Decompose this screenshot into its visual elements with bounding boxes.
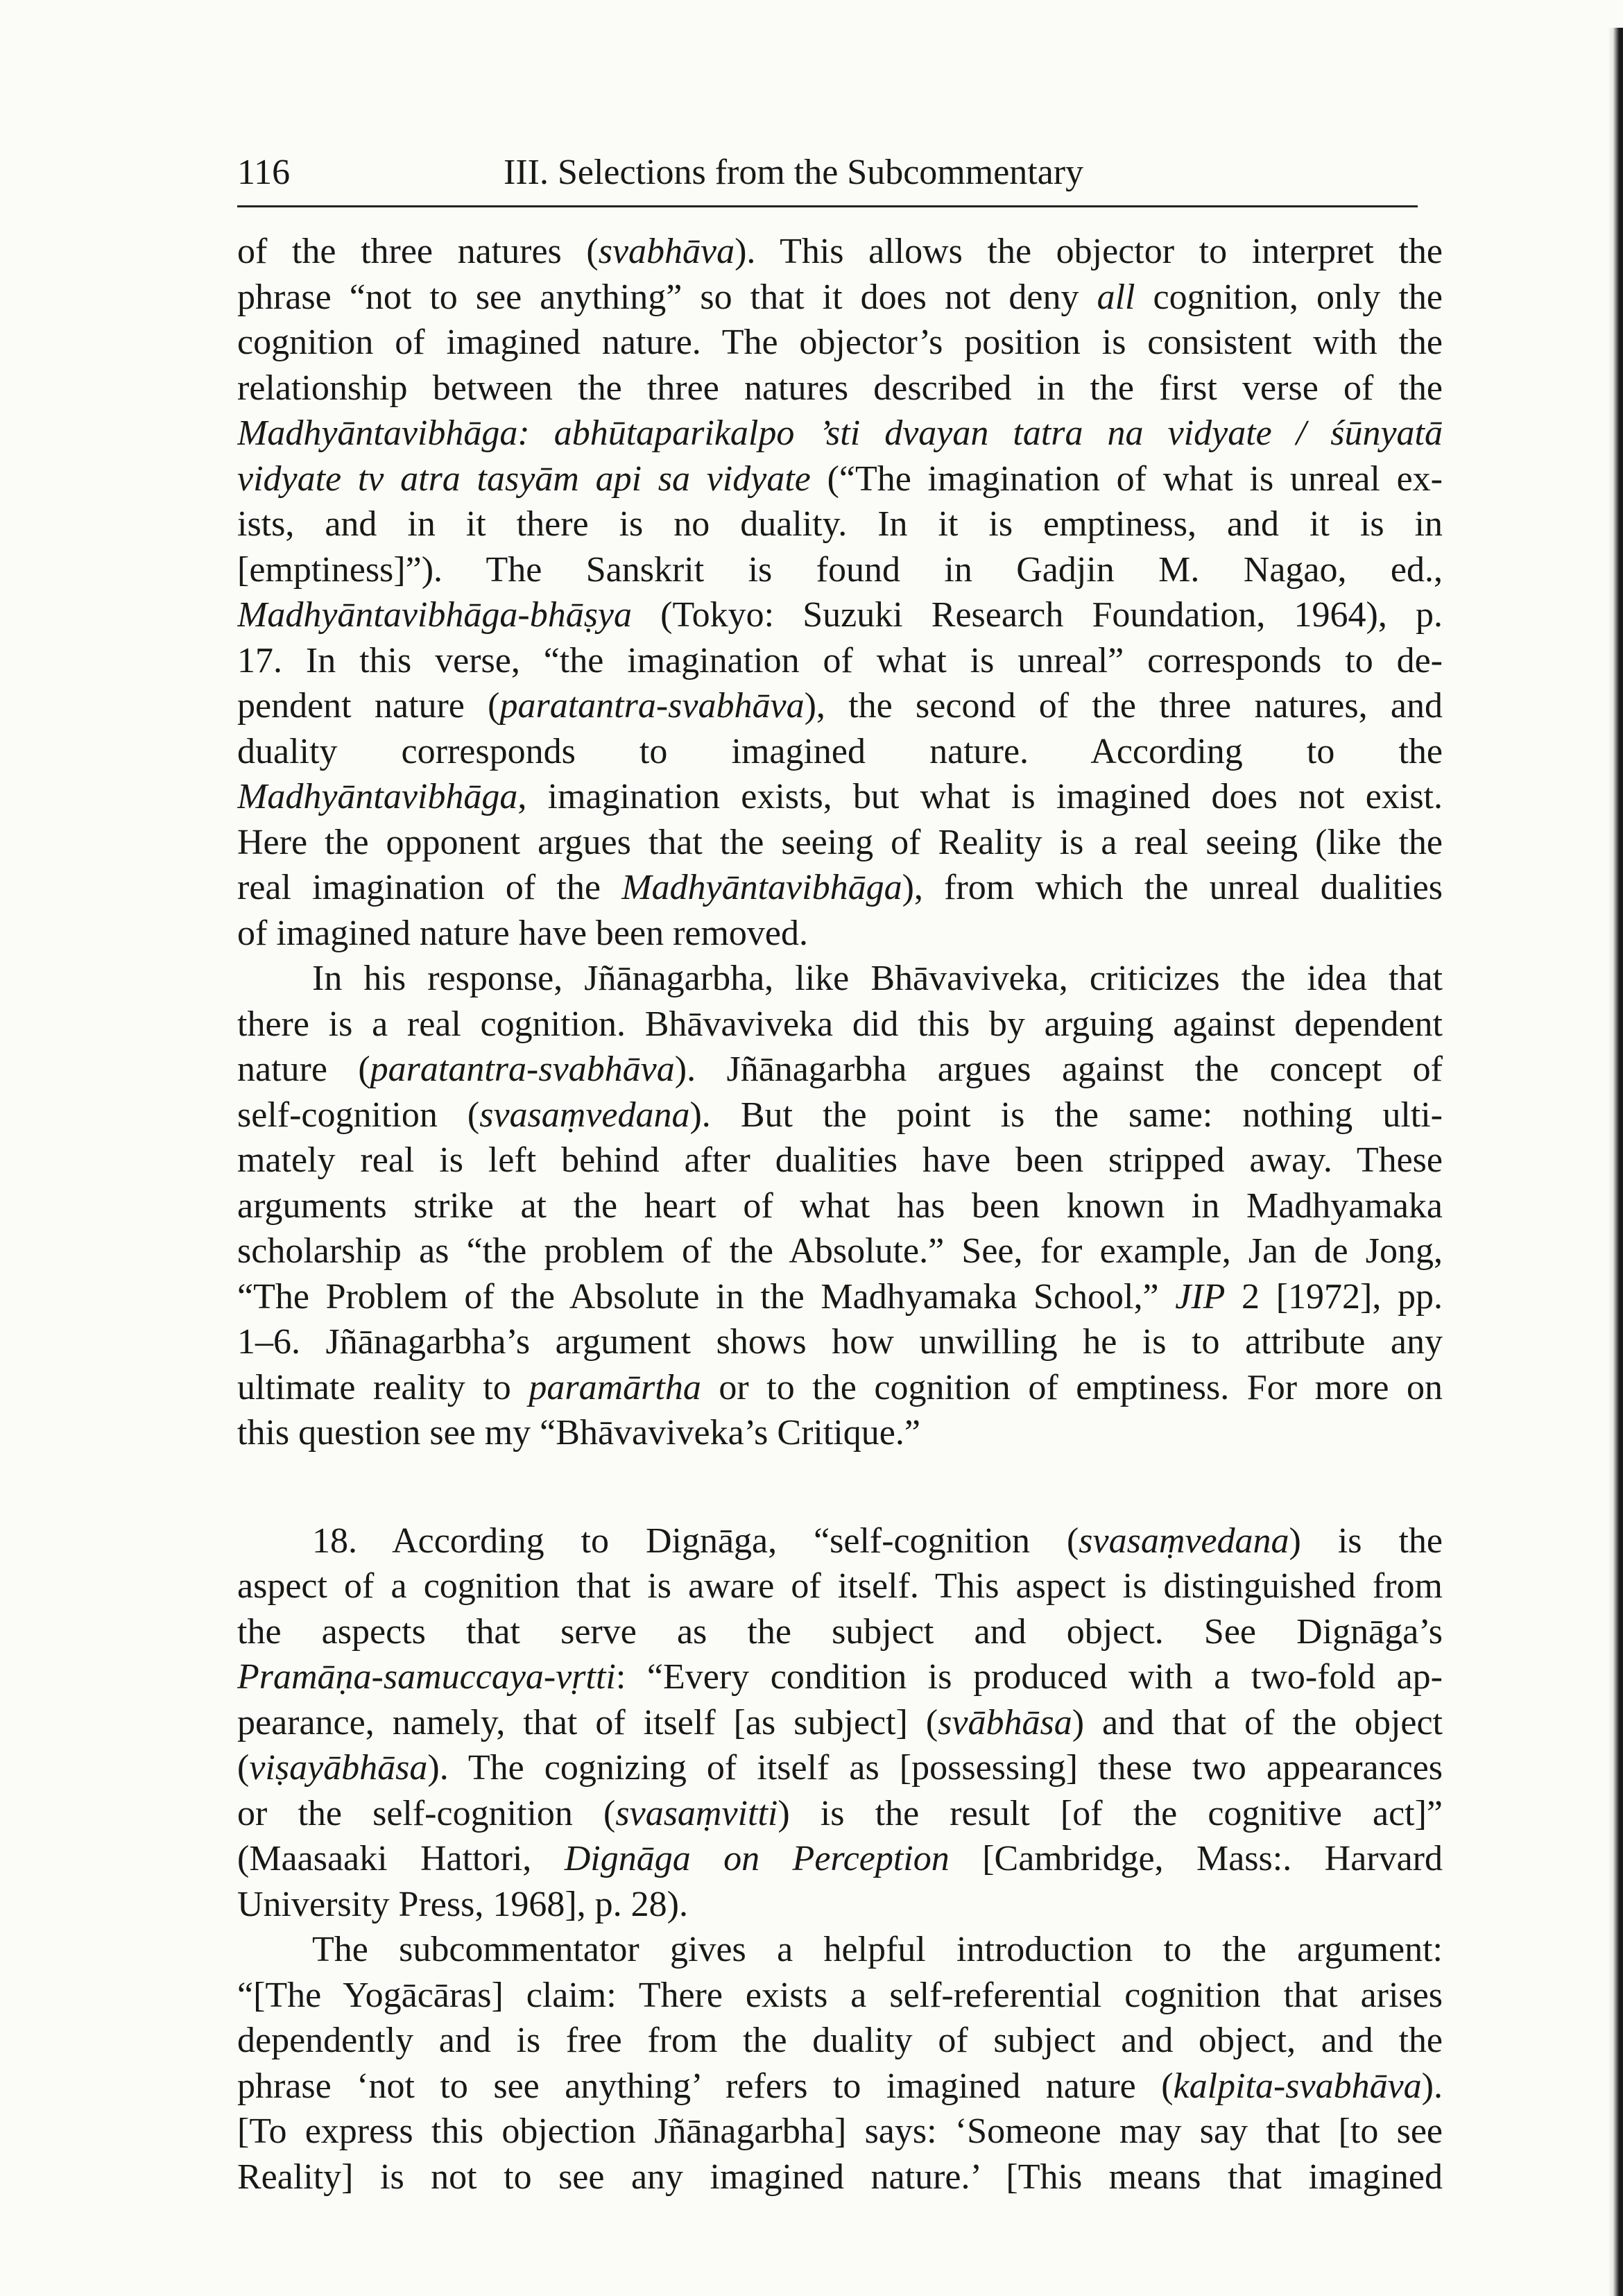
body-text — [237, 229, 1451, 2200]
text-line — [237, 1882, 1443, 1928]
text-segment: phrase ‘not to see anything’ refers to imagined nature ( — [237, 2066, 1174, 2106]
text-segment: ). The cognizing of itself as [possessing] these two appearances — [427, 1748, 1443, 1788]
text-line — [237, 1654, 1443, 1700]
text-segment: [emptiness]”). The Sanskrit is found in Gadjin M. Nagao, ed., — [237, 549, 1443, 590]
text-line — [237, 2154, 1443, 2200]
text-segment: nature ( — [237, 1050, 370, 1089]
text-segment: arguments strike at the heart of what has been known in Madhyamaka — [237, 1185, 1443, 1226]
italic-text: svasaṃvitti — [615, 1793, 778, 1833]
page-number: 116 — [237, 153, 291, 192]
text-line — [237, 638, 1443, 684]
scan-speck — [896, 2267, 972, 2271]
italic-text: all — [1097, 277, 1135, 317]
text-segment: or the self-cognition ( — [237, 1793, 616, 1833]
text-segment: scholarship as “the problem of the Absolute.” See, for example, Jan de Jong, — [237, 1231, 1443, 1271]
text-segment: this question see my “Bhāvaviveka’s Critique.” — [237, 1413, 920, 1453]
header-rule — [237, 205, 1418, 207]
text-segment: of the three natures ( — [237, 232, 599, 271]
text-segment: ). Jñānagarbha argues against the concept of — [674, 1050, 1443, 1089]
text-line — [237, 592, 1443, 638]
text-segment: 2 [1972], pp. — [1225, 1276, 1443, 1317]
text-segment: real imagination of the — [237, 868, 622, 907]
text-line — [237, 865, 1443, 911]
text-segment: “[The Yogācāras] claim: There exists a self-referential cognition that arises — [237, 1975, 1443, 2015]
italic-text: paratantra-svabhāva — [370, 1050, 675, 1089]
text-segment: ). This allows the objector to interpret the — [735, 232, 1443, 271]
italic-text: Madhyāntavibhāga — [621, 868, 902, 907]
text-segment: [To express this objection Jñānagarbha] says: ‘Someone may say that [to see — [237, 2111, 1443, 2151]
text-segment: pearance, namely, that of itself [as subject] ( — [237, 1702, 938, 1742]
text-segment: there is a real cognition. Bhāvaviveka did this by arguing against dependent — [237, 1004, 1443, 1044]
text-line — [237, 683, 1443, 729]
text-segment: ultimate reality to — [237, 1367, 529, 1407]
text-segment: Reality] is not to see any imagined nature.’ [This means that imagined — [237, 2157, 1443, 2197]
text-segment: of imagined nature have been removed. — [237, 913, 808, 953]
italic-text: Dignāga on Perception — [564, 1839, 950, 1878]
text-segment: 18. According to Dignāga, “self-cognition ( — [312, 1520, 1079, 1561]
text-segment: or to the cognition of emptiness. For more on — [701, 1367, 1443, 1407]
text-line — [237, 2018, 1443, 2064]
text-line — [237, 547, 1443, 593]
text-segment: cognition of imagined nature. The objector’s position is consistent with the — [237, 323, 1443, 362]
text-line — [237, 2109, 1443, 2154]
text-segment: ). — [1421, 2066, 1443, 2106]
text-segment: ). But the point is the same: nothing ulti- — [689, 1095, 1443, 1135]
text-line — [237, 1410, 1443, 1456]
text-segment: In his response, Jñānagarbha, like Bhāvaviveka, criticizes the idea that — [312, 959, 1443, 998]
text-segment: ), from which the unreal dualities — [902, 868, 1443, 907]
italic-text: Pramāṇa-samuccaya-vṛtti — [237, 1657, 616, 1697]
text-segment: aspect of a cognition that is aware of itself. This aspect is distinguished from — [237, 1566, 1443, 1606]
text-line — [237, 1609, 1443, 1655]
text-segment: self-cognition ( — [237, 1095, 480, 1135]
text-segment: 17. In this verse, “the imagination of what is unreal” corresponds to de- — [237, 640, 1443, 680]
text-segment: phrase “not to see anything” so that it does not deny — [237, 277, 1097, 317]
italic-text: viṣayābhāsa — [249, 1748, 428, 1788]
page-header — [237, 144, 1418, 201]
text-line — [237, 1138, 1443, 1183]
text-segment: 1–6. Jñānagarbha’s argument shows how unwilling he is to attribute any — [237, 1322, 1443, 1362]
text-segment: duality corresponds to imagined nature. According to the — [237, 731, 1443, 771]
text-line — [237, 456, 1443, 502]
note-continuation — [237, 229, 1451, 956]
text-segment: Here the opponent argues that the seeing of Reality is a real seeing (like the — [237, 822, 1443, 862]
response-paragraph — [237, 956, 1451, 1456]
text-segment: , imagination exists, but what is imagined does not exist. — [517, 777, 1443, 816]
text-segment: ), the second of the three natures, and — [804, 686, 1443, 726]
text-line — [237, 1973, 1443, 2019]
italic-text: Madhyāntavibhāga — [237, 777, 518, 816]
text-segment: ) is the result [of the cognitive act]” — [778, 1793, 1443, 1833]
text-line — [237, 320, 1443, 366]
italic-text: paramārtha — [529, 1367, 701, 1407]
text-segment: (Tokyo: Suzuki Research Foundation, 1964), p. — [632, 595, 1443, 635]
text-segment: University Press, 1968], p. 28). — [237, 1884, 688, 1924]
text-segment: [Cambridge, Mass:. Harvard — [949, 1839, 1443, 1878]
text-segment: relationship between the three natures described in the first verse of the — [237, 368, 1443, 408]
note-18 — [237, 1518, 1451, 1928]
italic-text: Madhyāntavibhāga-bhāṣya — [237, 595, 633, 635]
italic-text: svasaṃvedana — [479, 1095, 690, 1135]
text-line — [237, 1319, 1443, 1365]
text-segment: cognition, only the — [1135, 277, 1443, 317]
text-segment: ) and that of the object — [1072, 1702, 1443, 1742]
text-line — [237, 1274, 1443, 1320]
section-gap — [237, 1456, 1451, 1518]
text-line — [237, 2064, 1443, 2109]
text-segment: ists, and in it there is no duality. In it is emptiness, and it is in — [237, 504, 1443, 544]
text-line — [237, 275, 1443, 320]
text-segment: ) is the — [1289, 1520, 1443, 1561]
italic-text: svasaṃvedana — [1079, 1520, 1289, 1561]
italic-text: Madhyāntavibhāga: abhūtaparikalpo ’sti dvayan tatra na vidyate / śūnyatā — [237, 413, 1443, 453]
text-line — [237, 1002, 1443, 1047]
text-line — [237, 1047, 1443, 1093]
text-line — [237, 411, 1443, 456]
italic-text: paratantra-svabhāva — [499, 686, 805, 726]
subcommentator-paragraph — [237, 1927, 1451, 2200]
text-line — [237, 366, 1443, 411]
italic-text: vidyate tv atra tasyām api sa vidyate — [237, 459, 811, 499]
italic-text: svābhāsa — [938, 1702, 1072, 1742]
text-line — [237, 1700, 1443, 1746]
text-line — [237, 820, 1443, 866]
text-segment: pendent nature ( — [237, 686, 500, 726]
text-line — [237, 1183, 1443, 1229]
italic-text: JIP — [1175, 1276, 1226, 1317]
text-segment: The subcommentator gives a helpful introduction to the argument: — [312, 1930, 1443, 1969]
text-line — [237, 729, 1443, 775]
italic-text: kalpita-svabhāva — [1173, 2066, 1422, 2106]
text-line — [237, 502, 1443, 547]
italic-text: svabhāva — [598, 232, 735, 271]
text-line — [237, 1745, 1443, 1791]
text-segment: (Maasaaki Hattori, — [237, 1839, 565, 1878]
text-line — [237, 229, 1443, 275]
text-line — [237, 1093, 1443, 1138]
text-line — [237, 1836, 1443, 1882]
text-segment: mately real is left behind after dualities have been stripped away. These — [237, 1140, 1443, 1180]
text-segment: dependently and is free from the duality of subject and object, and the — [237, 2021, 1443, 2060]
text-segment: : “Every condition is produced with a two-fold ap- — [615, 1657, 1443, 1697]
text-segment: ( — [237, 1748, 250, 1788]
text-line — [237, 956, 1443, 1002]
text-line — [237, 1927, 1443, 1973]
running-head: III. Selections from the Subcommentary — [504, 153, 1084, 192]
text-line — [237, 1228, 1443, 1274]
text-segment: “The Problem of the Absolute in the Madhyamaka School,” — [237, 1276, 1176, 1317]
text-line — [237, 1791, 1443, 1837]
text-line — [237, 1563, 1443, 1609]
text-line — [237, 911, 1443, 957]
page-edge-shadow — [1608, 28, 1623, 2296]
text-line — [237, 1365, 1443, 1411]
text-segment: (“The imagination of what is unreal ex- — [810, 459, 1443, 499]
text-line — [237, 774, 1443, 820]
text-line — [237, 1518, 1443, 1564]
text-segment: the aspects that serve as the subject and object. See Dignāga’s — [237, 1611, 1443, 1652]
